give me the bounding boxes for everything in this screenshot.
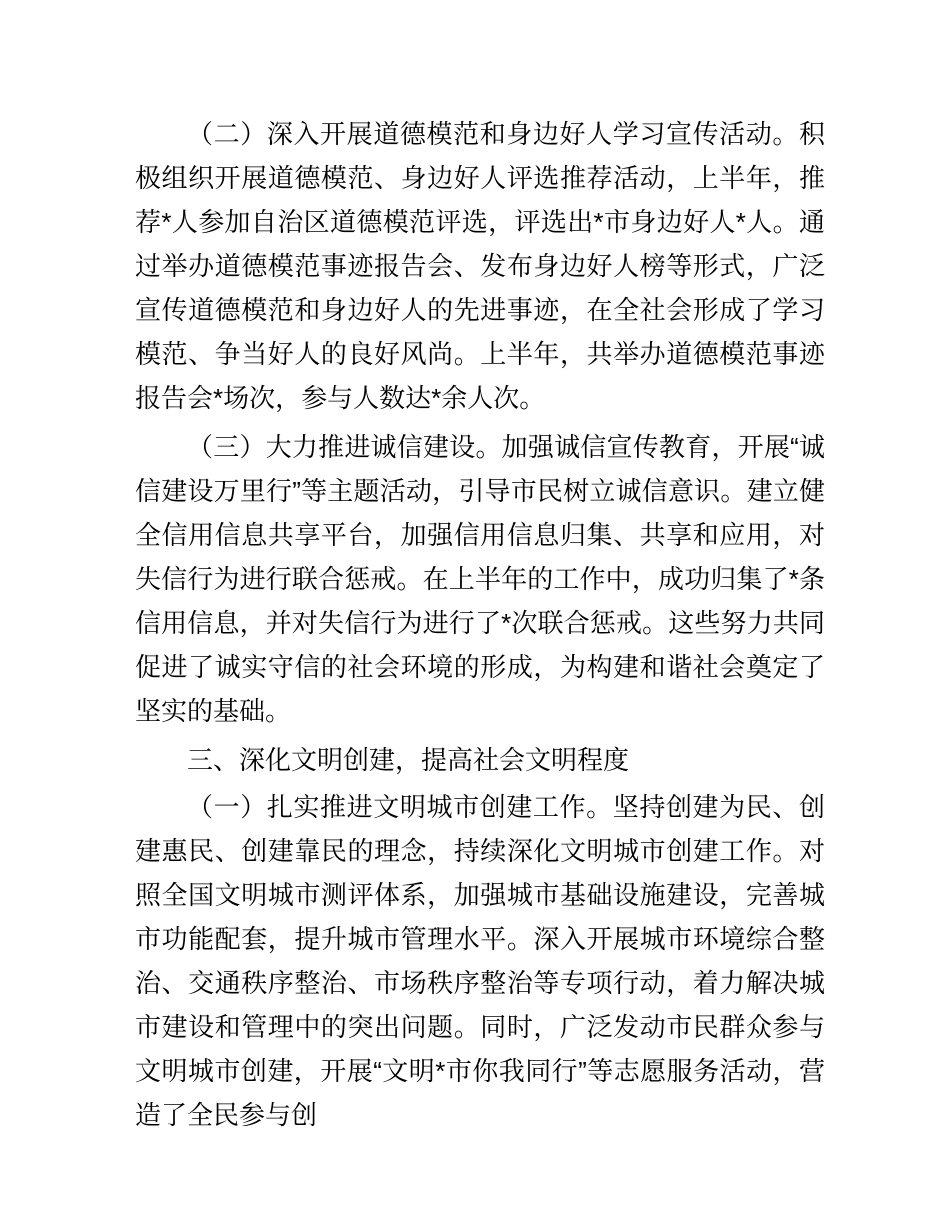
paragraph-civilized-city-creation: （一）扎实推进文明城市创建工作。坚持创建为民、创建惠民、创建靠民的理念，持续深化文明城市创建工作。对照全国文明城市测评体系，加强城市基础设施建设，完善城市功能配套，提升城市管理水平。深入开展城市环境综合整治、交通秩序整治、市场秩序整治等专项行动，着力解决城市建设和管理中的突出问题。同时，广泛发动市民群众参与文明城市创建，开展“文明*市你我同行”等志愿服务活动，营造了全民参与创 (135, 792, 825, 1130)
section-heading-civilization: 三、深化文明创建，提高社会文明程度 (187, 745, 630, 775)
paragraph-integrity-building: （三）大力推进诚信建设。加强诚信宣传教育，开展“诚信建设万里行”等主题活动，引导市民树立诚信意识。建立健全信用信息共享平台，加强信用信息归集、共享和应用，对失信行为进行联合惩戒。在上半年的工作中，成功归集了*条信用信息，并对失信行为进行了*次联合惩戒。这些努力共同促进了诚实守信的社会环境的形成，为构建和谐社会奠定了坚实的基础。 (135, 432, 825, 726)
paragraph-moral-models: （二）深入开展道德模范和身边好人学习宣传活动。积极组织开展道德模范、身边好人评选推荐活动，上半年，推荐*人参加自治区道德模范评选，评选出*市身边好人*人。通过举办道德模范事迹报告会、发布身边好人榜等形式，广泛宣传道德模范和身边好人的先进事迹，在全社会形成了学习模范、争当好人的良好风尚。上半年，共举办道德模范事迹报告会*场次，参与人数达*余人次。 (135, 119, 825, 413)
document-body (135, 112, 825, 1137)
